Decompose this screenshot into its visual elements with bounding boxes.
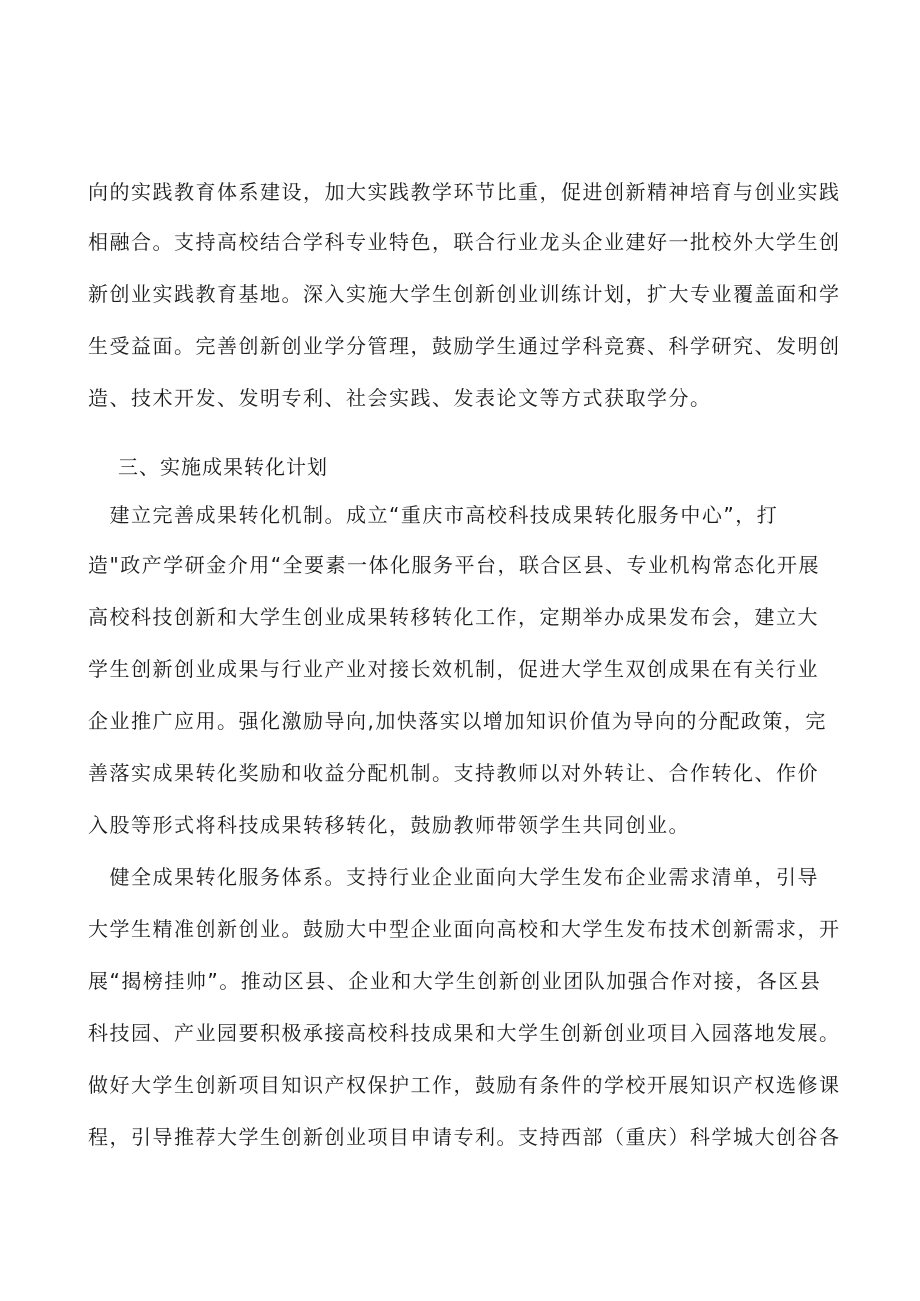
paragraph-2-line-1: 建立完善成果转化机制。成立“重庆市高校科技成果转化服务中心”，打 bbox=[88, 503, 779, 527]
paragraph-3-line-1: 健全成果转化服务体系。支持行业企业面向大学生发布企业需求清单，引导 bbox=[88, 865, 819, 889]
paragraph-1-line-3: 新创业实践教育基地。深入实施大学生创新创业训练计划，扩大专业覆盖面和学 bbox=[88, 282, 841, 306]
paragraph-1-line-4: 生受益面。完善创新创业学分管理，鼓励学生通过学科竞赛、科学研究、发明创 bbox=[88, 334, 841, 358]
paragraph-2-line-5: 企业推广应用。强化激励导向,加快落实以增加知识价值为导向的分配政策，完 bbox=[88, 709, 827, 733]
paragraph-2-line-7: 入股等形式将科技成果转移转化，鼓励教师带领学生共同创业。 bbox=[88, 813, 690, 837]
paragraph-2-line-6: 善落实成果转化奖励和收益分配机制。支持教师以对外转让、合作转化、作价 bbox=[88, 761, 819, 785]
paragraph-3-line-5: 做好大学生创新项目知识产权保护工作，鼓励有条件的学校开展知识产权选修课 bbox=[88, 1073, 841, 1097]
paragraph-3-line-4: 科技园、产业园要积极承接高校科技成果和大学生创新创业项目入园落地发展。 bbox=[88, 1021, 841, 1045]
paragraph-2-line-2: 造"政产学研金介用“全要素一体化服务平台，联合区县、专业机构常态化开展 bbox=[88, 553, 821, 577]
paragraph-3-line-3: 展“揭榜挂帅”。推动区县、企业和大学生创新创业团队加强合作对接，各区县 bbox=[88, 969, 822, 993]
paragraph-1-line-5: 造、技术开发、发明专利、社会实践、发表论文等方式获取学分。 bbox=[88, 386, 712, 410]
paragraph-3-line-2: 大学生精准创新创业。鼓励大中型企业面向高校和大学生发布技术创新需求，开 bbox=[88, 917, 841, 941]
paragraph-1-line-1: 向的实践教育体系建设，加大实践教学环节比重，促进创新精神培育与创业实践 bbox=[88, 180, 841, 204]
paragraph-2-line-4: 学生创新创业成果与行业产业对接长效机制，促进大学生双创成果在有关行业 bbox=[88, 657, 819, 681]
paragraph-2-line-3: 高校科技创新和大学生创业成果转移转化工作，定期举办成果发布会，建立大 bbox=[88, 605, 819, 629]
paragraph-1-line-2: 相融合。支持高校结合学科专业特色，联合行业龙头企业建好一批校外大学生创 bbox=[88, 230, 841, 254]
section-heading: 三、实施成果转化计划 bbox=[118, 455, 328, 479]
paragraph-3-line-6: 程，引导推荐大学生创新创业项目申请专利。支持西部（重庆）科学城大创谷各 bbox=[88, 1125, 841, 1149]
